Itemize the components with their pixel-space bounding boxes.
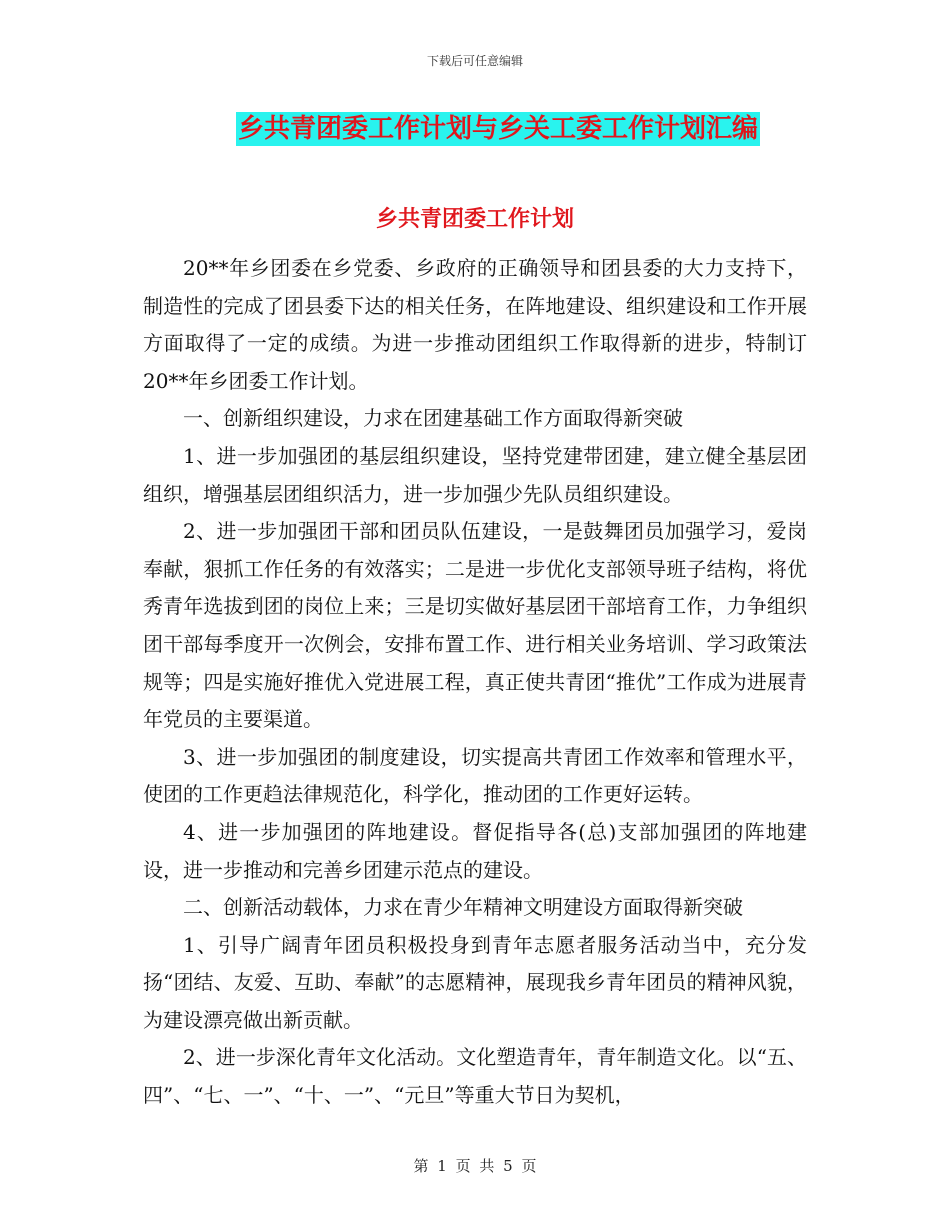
paragraph: 1、引导广阔青年团员积极投身到青年志愿者服务活动当中，充分发扬“团结、友爱、互助、奉献”的志愿精神，展现我乡青年团员的精神风貌，为建设漂亮做出新贡献。	[143, 932, 807, 1032]
paragraph: 2、进一步深化青年文化活动。文化塑造青年，青年制造文化。以“五、四”、“七、一”、“十、一”、“元旦”等重大节日为契机，	[143, 1045, 807, 1108]
main-title: 乡共青团委工作计划与乡关工委工作计划汇编	[237, 114, 758, 144]
header-note: 下载后可任意编辑	[426, 54, 523, 68]
document-body	[143, 250, 807, 1115]
paragraph: 一、创新组织建设，力求在团建基础工作方面取得新突破	[183, 406, 683, 431]
paragraph: 4、进一步加强团的阵地建设。督促指导各(总)支部加强团的阵地建设，进一步推动和完善乡团建示范点的建设。	[143, 819, 807, 882]
page-footer: 第 1 页 共 5 页	[413, 1157, 537, 1175]
paragraph: 3、进一步加强团的制度建设，切实提高共青团工作效率和管理水平，使团的工作更趋法律规范化，科学化，推动团的工作更好运转。	[143, 744, 807, 807]
paragraph: 二、创新活动载体，力求在青少年精神文明建设方面取得新突破	[183, 895, 743, 920]
paragraph: 20**年乡团委在乡党委、乡政府的正确领导和团县委的大力支持下，制造性的完成了团县委下达的相关任务，在阵地建设、组织建设和工作开展方面取得了一定的成绩。为进一步推动团组织工作取得新的进步，特制订20**年乡团委工作计划。	[143, 256, 807, 393]
paragraph: 2、进一步加强团干部和团员队伍建设，一是鼓舞团员加强学习，爱岗奉献，狠抓工作任务的有效落实；二是进一步优化支部领导班子结构，将优秀青年选拔到团的岗位上来；三是切实做好基层团干部培育工作，力争组织团干部每季度开一次例会，安排布置工作、进行相关业务培训、学习政策法规等；四是实施好推优入党进展工程，真正使共青团“推优”工作成为进展青年党员的主要渠道。	[143, 519, 807, 732]
paragraph: 1、进一步加强团的基层组织建设，坚持党建带团建，建立健全基层团组织，增强基层团组织活力，进一步加强少先队员组织建设。	[143, 443, 807, 506]
main-title-wrap	[0, 112, 950, 146]
section-title: 乡共青团委工作计划	[375, 207, 574, 232]
